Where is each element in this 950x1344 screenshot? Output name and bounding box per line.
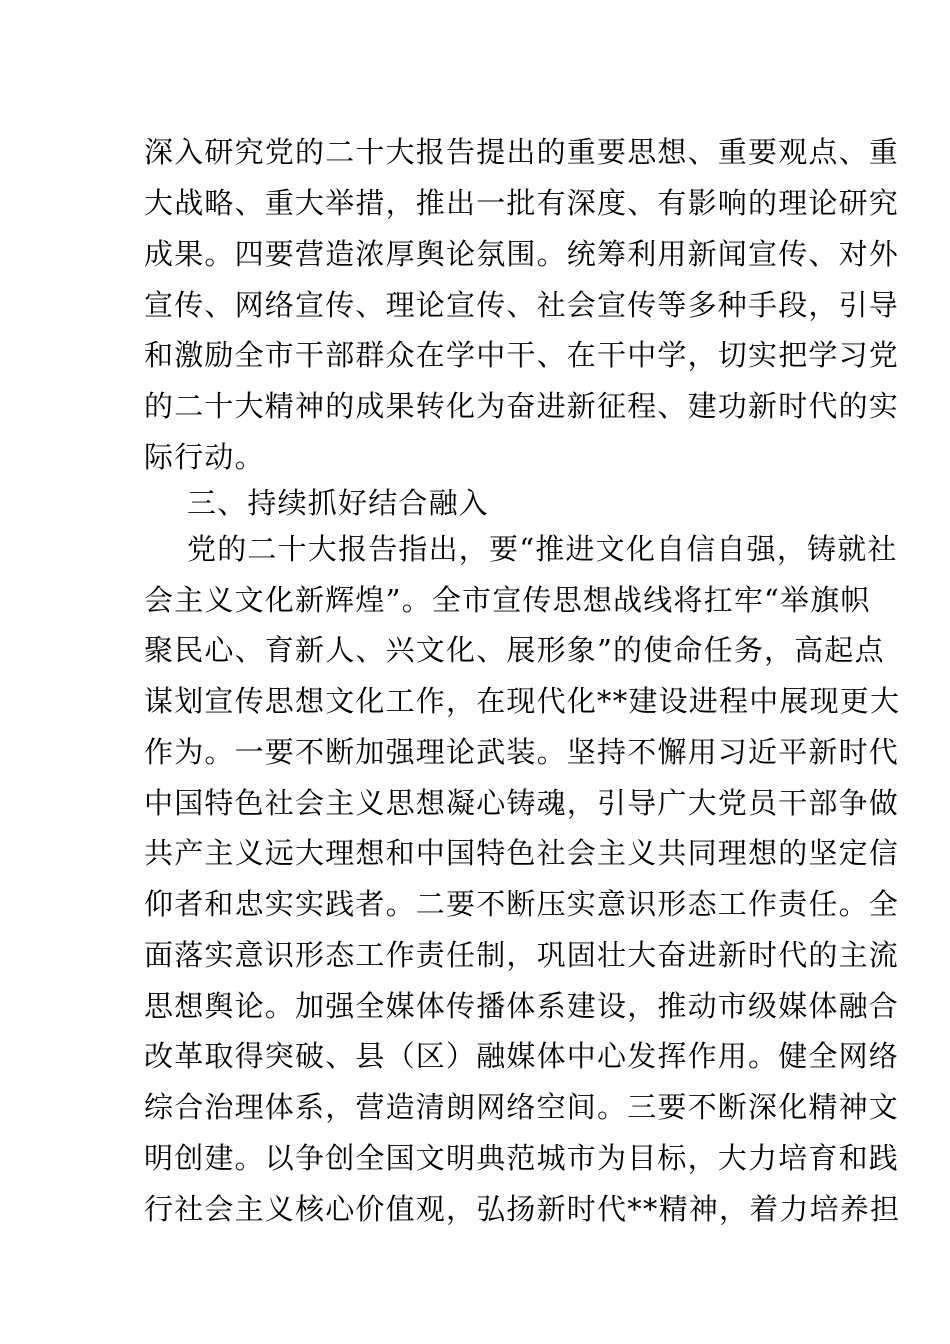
text-line: 深入研究党的二十大报告提出的重要思想、重要观点、重 — [144, 135, 900, 169]
text-line: 宣传、网络宣传、理论宣传、社会宣传等多种手段，引导 — [144, 288, 900, 322]
text-line: 思想舆论。加强全媒体传播体系建设，推动市级媒体融合 — [144, 989, 900, 1023]
text-line: 共产主义远大理想和中国特色社会主义共同理想的坚定信 — [144, 836, 900, 870]
text-line: 作为。一要不断加强理论武装。坚持不懈用习近平新时代 — [144, 735, 900, 769]
text-line: 的二十大精神的成果转化为奋进新征程、建功新时代的实 — [144, 389, 900, 423]
text-line: 中国特色社会主义思想凝心铸魂，引导广大党员干部争做 — [144, 786, 900, 820]
text-line: 面落实意识形态工作责任制，巩固壮大奋进新时代的主流 — [144, 938, 900, 972]
text-line: 综合治理体系，营造清朗网络空间。三要不断深化精神文 — [144, 1090, 900, 1124]
text-line: 和激励全市干部群众在学中干、在干中学，切实把学习党 — [144, 338, 900, 372]
text-line: 改革取得突破、县（区）融媒体中心发挥作用。健全网络 — [144, 1039, 900, 1073]
text-line: 党的二十大报告指出，要“推进文化自信自强，铸就社 — [187, 532, 898, 566]
text-line: 谋划宣传思想文化工作，在现代化**建设进程中展现更大 — [144, 684, 901, 718]
section-heading: 三、持续抓好结合融入 — [187, 486, 490, 520]
text-line: 际行动。 — [144, 440, 265, 474]
text-line: 大战略、重大举措，推出一批有深度、有影响的理论研究 — [144, 186, 900, 220]
text-line: 行社会主义核心价值观，弘扬新时代**精神，着力培养担 — [144, 1192, 901, 1226]
text-line: 明创建。以争创全国文明典范城市为目标，大力培育和践 — [144, 1141, 900, 1175]
text-line: 仰者和忠实实践者。二要不断压实意识形态工作责任。全 — [144, 887, 900, 921]
text-line: 会主义文化新辉煌”。全市宣传思想战线将扛牢“举旗帜 — [144, 583, 871, 617]
text-line: 成果。四要营造浓厚舆论氛围。统筹利用新闻宣传、对外 — [144, 237, 900, 271]
text-line: 聚民心、育新人、兴文化、展形象”的使命任务，高起点 — [144, 633, 885, 667]
